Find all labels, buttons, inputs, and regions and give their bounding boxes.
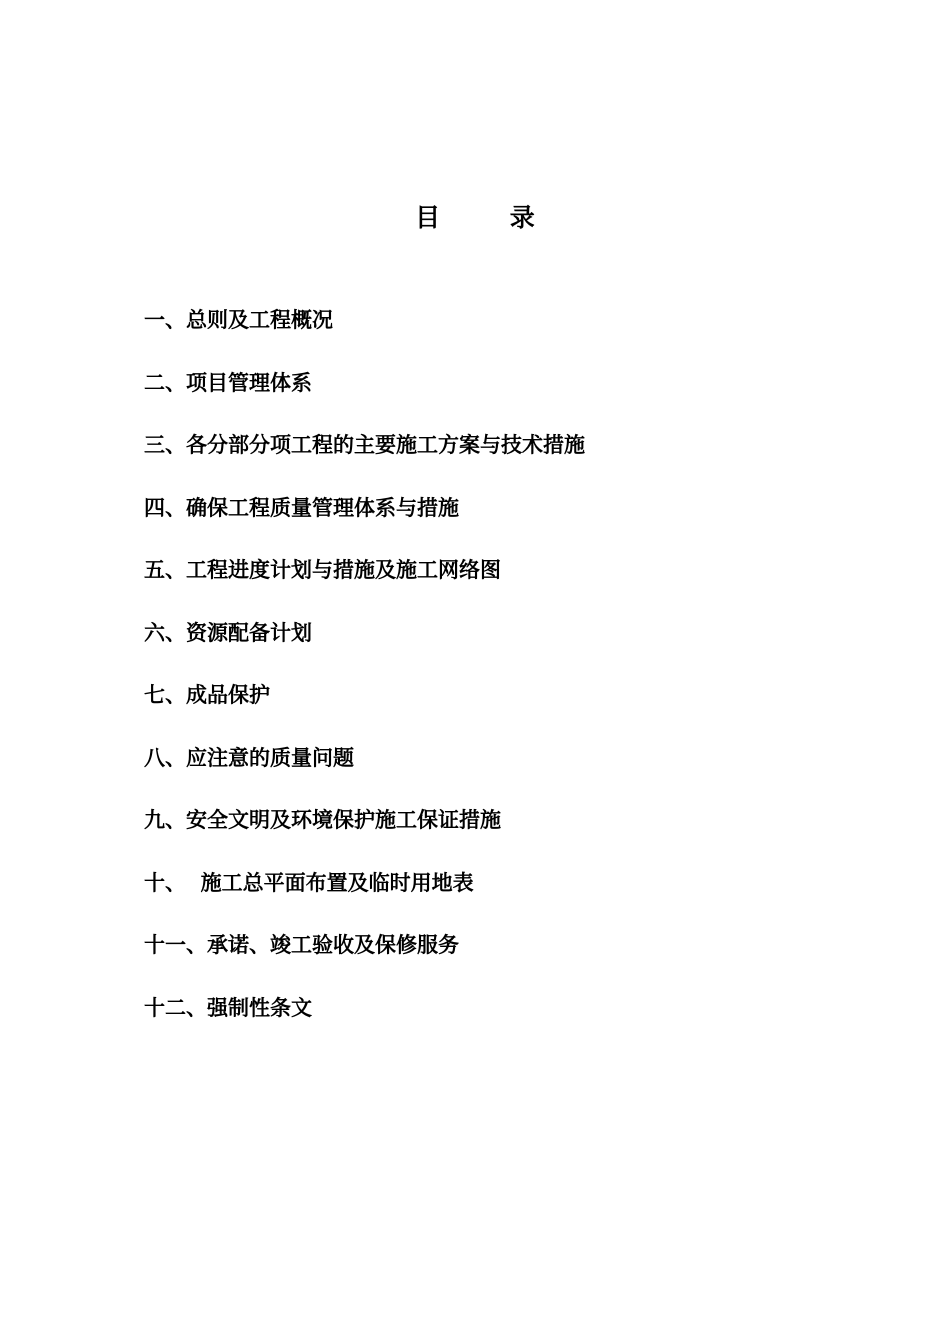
toc-item-2: 二、项目管理体系	[144, 369, 312, 395]
toc-item-1: 一、总则及工程概况	[144, 307, 333, 332]
toc-item-10: 十、 施工总平面布置及临时用地表	[144, 869, 474, 895]
toc-item-6: 六、资源配备计划	[144, 619, 312, 645]
toc-list	[144, 301, 585, 1051]
toc-item-9: 九、安全文明及环境保护施工保证措施	[144, 807, 501, 832]
toc-title: 目 录	[415, 203, 535, 232]
toc-item-4: 四、确保工程质量管理体系与措施	[144, 494, 459, 520]
toc-item-5: 五、工程进度计划与措施及施工网络图	[144, 557, 501, 582]
toc-item-12: 十二、强制性条文	[144, 994, 312, 1020]
toc-item-3: 三、各分部分项工程的主要施工方案与技术措施	[144, 432, 585, 457]
toc-item-8: 八、应注意的质量问题	[144, 744, 354, 770]
toc-item-11: 十一、承诺、竣工验收及保修服务	[144, 932, 459, 957]
toc-item-7: 七、成品保护	[144, 682, 270, 707]
